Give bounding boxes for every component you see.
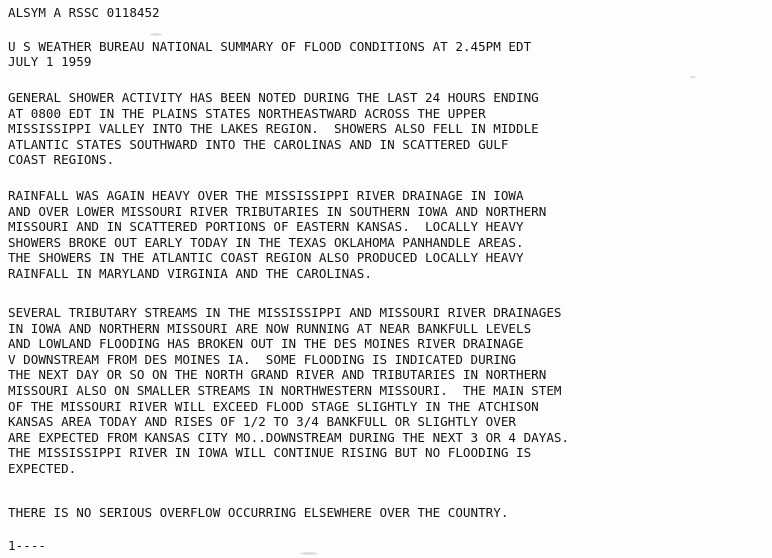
paragraph-line: AT 0800 EDT IN THE PLAINS STATES NORTHEASTWARD ACROSS THE UPPER bbox=[8, 106, 486, 121]
paragraph-line: OF THE MISSOURI RIVER WILL EXCEED FLOOD STAGE SLIGHTLY IN THE ATCHISON bbox=[8, 399, 539, 414]
paragraph-line: THERE IS NO SERIOUS OVERFLOW OCCURRING ELSEWHERE OVER THE COUNTRY. bbox=[8, 505, 509, 520]
routing-line: ALSYM A RSSC 0118452 bbox=[8, 5, 160, 20]
paragraph-line: V DOWNSTREAM FROM DES MOINES IA. SOME FLOODING IS INDICATED DURING bbox=[8, 352, 516, 367]
paragraph-line: IN IOWA AND NORTHERN MISSOURI ARE NOW RUNNING AT NEAR BANKFULL LEVELS bbox=[8, 321, 532, 336]
paragraph-line: RAINFALL IN MARYLAND VIRGINIA AND THE CAROLINAS. bbox=[8, 266, 372, 281]
paragraph-line: GENERAL SHOWER ACTIVITY HAS BEEN NOTED DURING THE LAST 24 HOURS ENDING bbox=[8, 90, 539, 105]
paper-smudge bbox=[150, 33, 162, 36]
paragraph-line: ATLANTIC STATES SOUTHWARD INTO THE CAROLINAS AND IN SCATTERED GULF bbox=[8, 137, 509, 152]
paragraph-line: RAINFALL WAS AGAIN HEAVY OVER THE MISSISSIPPI RIVER DRAINAGE IN IOWA bbox=[8, 188, 524, 203]
paragraph-line: COAST REGIONS. bbox=[8, 152, 115, 167]
paragraph-line: MISSISSIPPI VALLEY INTO THE LAKES REGION. SHOWERS ALSO FELL IN MIDDLE bbox=[8, 121, 539, 136]
title-line: JULY 1 1959 bbox=[8, 54, 92, 69]
paragraph-line: THE MISSISSIPPI RIVER IN IOWA WILL CONTINUE RISING BUT NO FLOODING IS bbox=[8, 445, 532, 460]
paper-smudge bbox=[690, 76, 696, 78]
paragraph-line: SHOWERS BROKE OUT EARLY TODAY IN THE TEXAS OKLAHOMA PANHANDLE AREAS. bbox=[8, 235, 524, 250]
paragraph-line: SEVERAL TRIBUTARY STREAMS IN THE MISSISSIPPI AND MISSOURI RIVER DRAINAGES bbox=[8, 305, 562, 320]
paragraph-line: THE SHOWERS IN THE ATLANTIC COAST REGION ALSO PRODUCED LOCALLY HEAVY bbox=[8, 250, 524, 265]
paragraph-line: EXPECTED. bbox=[8, 461, 77, 476]
paragraph-line: AND OVER LOWER MISSOURI RIVER TRIBUTARIES IN SOUTHERN IOWA AND NORTHERN bbox=[8, 204, 547, 219]
paper-smudge bbox=[300, 552, 318, 555]
paragraph-line: MISSOURI AND IN SCATTERED PORTIONS OF EASTERN KANSAS. LOCALLY HEAVY bbox=[8, 219, 524, 234]
paragraph-line: ARE EXPECTED FROM KANSAS CITY MO..DOWNSTREAM DURING THE NEXT 3 OR 4 DAYAS. bbox=[8, 430, 570, 445]
paragraph-line: KANSAS AREA TODAY AND RISES OF 1/2 TO 3/4 BANKFULL OR SLIGHTLY OVER bbox=[8, 414, 516, 429]
title-line: U S WEATHER BUREAU NATIONAL SUMMARY OF FLOOD CONDITIONS AT 2.45PM EDT bbox=[8, 39, 532, 54]
end-marker: 1---- bbox=[8, 538, 46, 553]
paragraph-line: THE NEXT DAY OR SO ON THE NORTH GRAND RIVER AND TRIBUTARIES IN NORTHERN bbox=[8, 367, 547, 382]
paragraph-line: MISSOURI ALSO ON SMALLER STREAMS IN NORTHWESTERN MISSOURI. THE MAIN STEM bbox=[8, 383, 562, 398]
paragraph-line: AND LOWLAND FLOODING HAS BROKEN OUT IN THE DES MOINES RIVER DRAINAGE bbox=[8, 336, 524, 351]
